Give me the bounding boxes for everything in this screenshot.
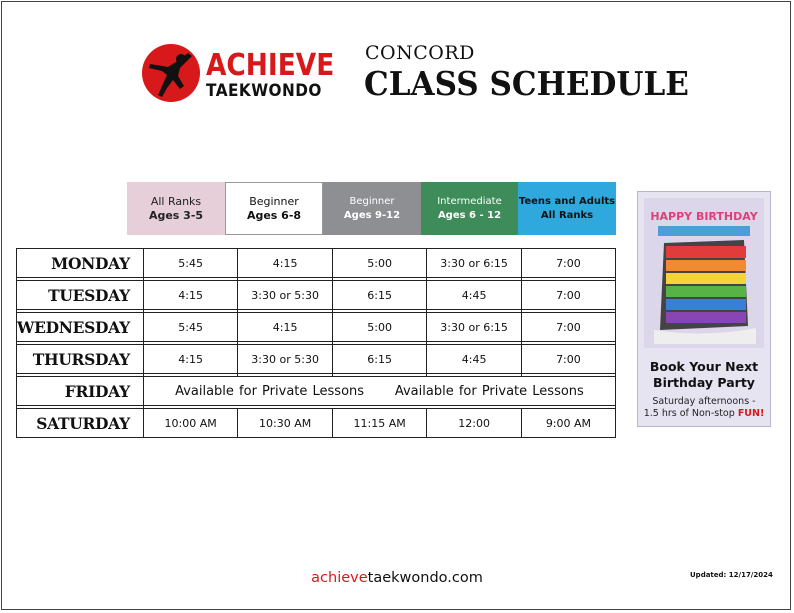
birthday-party-ad[interactable] [637, 191, 771, 427]
class-time: 4:45 [427, 281, 521, 310]
column-header-line2: All Ranks [540, 209, 594, 221]
birthday-cake-image [644, 198, 764, 348]
table-row-wednesday [17, 313, 616, 342]
class-time: 10:00 AM [143, 409, 237, 438]
class-time: 7:00 [521, 249, 615, 278]
ad-subtitle-line2 [638, 408, 770, 420]
page-title: CLASS SCHEDULE [364, 64, 689, 103]
column-header-teens-adults [518, 182, 616, 235]
column-header-line2: Ages 6-8 [246, 208, 302, 222]
ad-subtitle-text: 1.5 hrs of Non-stop [643, 408, 735, 419]
class-time: 3:30 or 6:15 [427, 249, 521, 278]
class-time: 10:30 AM [238, 409, 332, 438]
table-row-tuesday [17, 281, 616, 310]
class-time: 7:00 [521, 345, 615, 374]
column-header-line1: All Ranks [150, 194, 202, 208]
column-header-intermediate [421, 182, 518, 235]
column-header-line1: Beginner [249, 194, 299, 208]
column-header-line1: Intermediate [437, 195, 502, 207]
class-time: 3:30 or 6:15 [427, 313, 521, 342]
class-time: 9:00 AM [521, 409, 615, 438]
table-row-thursday [17, 345, 616, 374]
day-label: WEDNESDAY [17, 313, 144, 342]
day-label: MONDAY [17, 249, 144, 278]
private-lessons-note: Available for Private Lessons [175, 383, 365, 399]
class-time: 5:00 [332, 249, 426, 278]
class-time: 5:45 [143, 249, 237, 278]
class-time: 11:15 AM [332, 409, 426, 438]
column-header-line2: Ages 9-12 [343, 209, 401, 221]
ad-title-line: Book Your Next [649, 359, 759, 374]
achieve-taekwondo-logo [140, 42, 340, 104]
fun-highlight: FUN! [737, 408, 765, 419]
private-lessons-cell [143, 377, 615, 406]
class-time: 5:00 [332, 313, 426, 342]
ad-subtitle-line: Saturday afternoons - [652, 396, 756, 407]
logo-achieve-text: ACHIEVE [206, 48, 335, 83]
column-header-line2: Ages 6 - 12 [437, 209, 502, 221]
class-time: 4:15 [143, 281, 237, 310]
column-header-all-ranks-3-5 [127, 182, 225, 235]
logo-emblem-icon [140, 42, 204, 104]
ad-subtitle [638, 396, 770, 420]
day-label: THURSDAY [17, 345, 144, 374]
class-time: 6:15 [332, 345, 426, 374]
class-time: 4:15 [238, 313, 332, 342]
ad-title [638, 359, 770, 391]
class-time: 6:15 [332, 281, 426, 310]
schedule-table [16, 248, 616, 438]
happy-birthday-candles-text: HAPPY BIRTHDAY [650, 210, 758, 223]
table-row-monday [17, 249, 616, 278]
column-header-line1: Beginner [349, 195, 395, 207]
class-time: 4:45 [427, 345, 521, 374]
class-time: 7:00 [521, 281, 615, 310]
url-rest-part: taekwondo.com [367, 570, 483, 586]
private-lessons-note: Available for Private Lessons [394, 383, 584, 399]
class-time: 3:30 or 5:30 [238, 345, 332, 374]
url-brand-part: achieve [311, 570, 368, 586]
day-label: TUESDAY [17, 281, 144, 310]
class-time: 3:30 or 5:30 [238, 281, 332, 310]
website-link[interactable] [0, 570, 794, 586]
class-time: 4:15 [143, 345, 237, 374]
class-time: 5:45 [143, 313, 237, 342]
location-name: CONCORD [365, 42, 475, 64]
logo-taekwondo-text: TAEKWONDO [206, 81, 322, 101]
class-time: 4:15 [238, 249, 332, 278]
table-row-saturday [17, 409, 616, 438]
class-time: 7:00 [521, 313, 615, 342]
class-time: 12:00 [427, 409, 521, 438]
ad-title-line: Birthday Party [653, 375, 755, 390]
column-header-line1: Teens and Adults [518, 195, 616, 207]
day-label: SATURDAY [17, 409, 144, 438]
updated-date: Updated: 12/17/2024 [690, 571, 773, 579]
table-row-friday [17, 377, 616, 406]
column-header-line2: Ages 3-5 [148, 208, 204, 222]
column-header-beginner-9-12 [323, 182, 421, 235]
column-header-beginner-6-8 [225, 182, 323, 235]
day-label: FRIDAY [17, 377, 144, 406]
